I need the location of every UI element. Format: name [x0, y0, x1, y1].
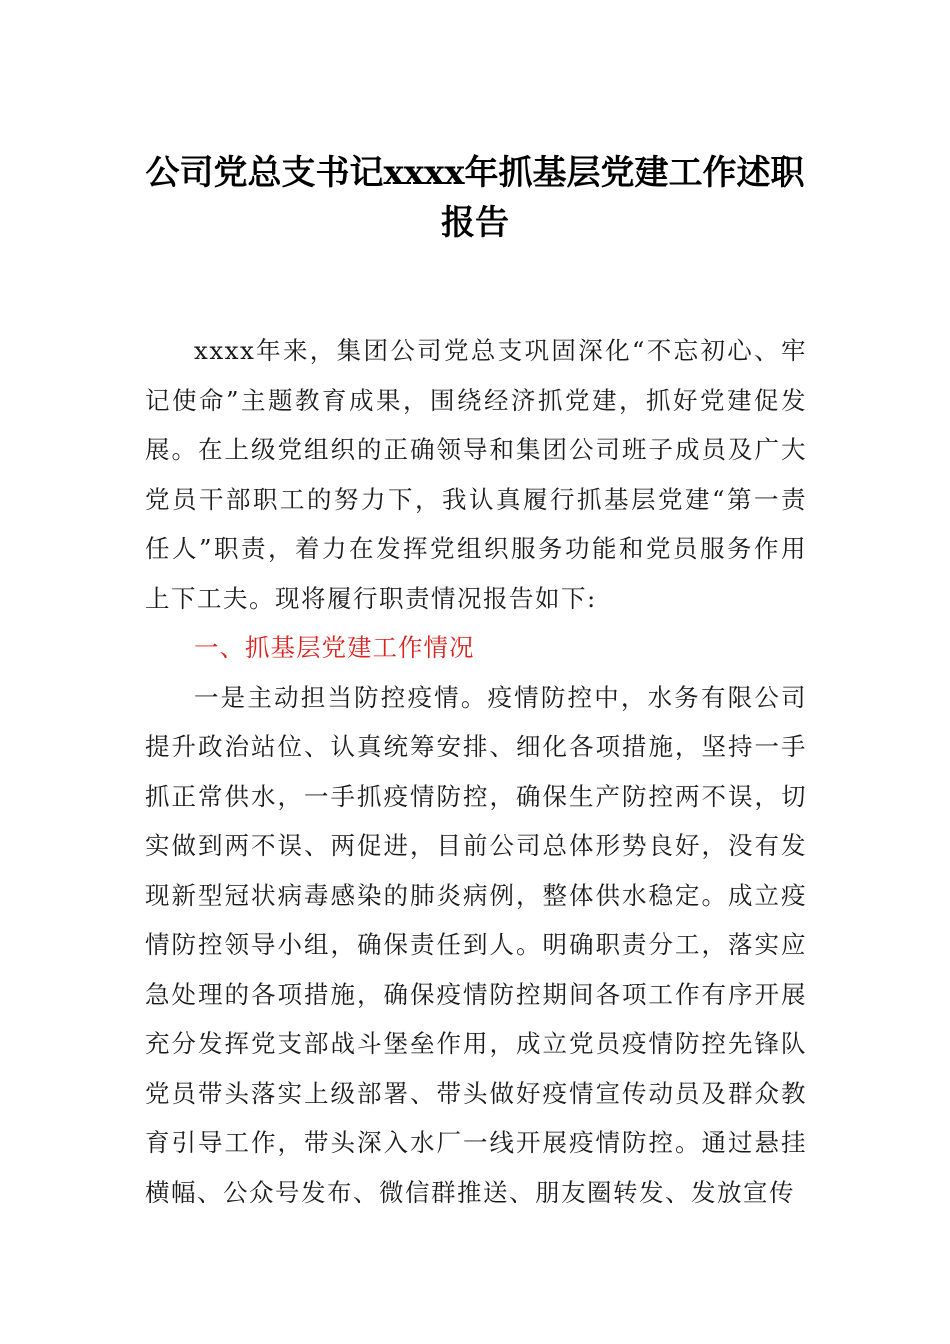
- section-heading: 一、抓基层党建工作情况: [194, 633, 475, 662]
- document-title: 公司党总支书记xxxx年抓基层党建工作述职报告: [145, 153, 805, 243]
- intro-paragraph: xxxx年来，集团公司党总支巩固深化“不忘初心、牢记使命”主题教育成果，围绕经济抓党建，抓好党建促发展。在上级党组织的正确领导和集团公司班子成员及广大党员干部职工的努力下，我认真履行抓基层党建“第一责任人”职责，着力在发挥党组织服务功能和党员服务作用上下工夫。现将履行职责情况报告如下:: [145, 336, 807, 613]
- document-body: [145, 326, 807, 1217]
- section-paragraph: 一是主动担当防控疫情。疫情防控中，水务有限公司提升政治站位、认真统筹安排、细化各项措施，坚持一手抓正常供水，一手抓疫情防控，确保生产防控两不误，切实做到两不误、两促进，目前公司总体形势良好，没有发现新型冠状病毒感染的肺炎病例，整体供水稳定。成立疫情防控领导小组，确保责任到人。明确职责分工，落实应急处理的各项措施，确保疫情防控期间各项工作有序开展充分发挥党支部战斗堡垒作用，成立党员疫情防控先锋队党员带头落实上级部署、带头做好疫情宣传动员及群众教育引导工作，带头深入水厂一线开展疫情防控。通过悬挂横幅、公众号发布、微信群推送、朋友圈转发、发放宣传: [145, 682, 807, 1207]
